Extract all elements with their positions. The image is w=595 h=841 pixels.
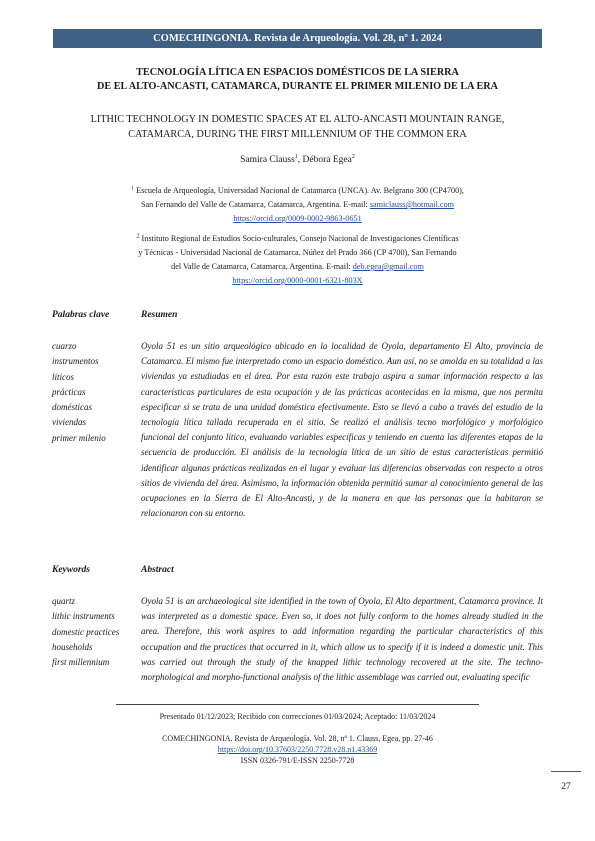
- doi-link[interactable]: https://doi.org/10.37603/2250.7728.v28.n1.43369: [217, 745, 378, 754]
- author-superscript: 1: [294, 153, 298, 160]
- author-name: Débora Egea: [302, 155, 352, 165]
- affiliation-text: San Fernando del Valle de Catamarca, Catamarca, Argentina. E-mail:: [140, 200, 370, 209]
- keyword: first millennium: [52, 657, 110, 668]
- page-number: 27: [561, 782, 571, 792]
- keyword: prácticas: [52, 386, 86, 397]
- resumen-text: Oyola 51 es un sitio arqueológico ubicado en la localidad de Oyola, departamento El Alto, provincia de Catamarca. El mismo fue interpretado como un espacio doméstico. Aun así, no se amolda en su totalidad a las viviendas ya estudiadas en el área. Por esta razón este trabajo aspira a sumar información respecto a las características particulares de esta ocupación y de las prácticas acontecidas en la misma, que nos permita especificar si se trata de una unidad doméstica efectivamente. Esto se llevó a cabo a través del estudio de la tecnología lítica tallada recuperada en el sitio. Se realizó el análisis tecno morfológico y morfológico funcional del conjunto lítico, evaluando variables específicas y teniendo en cuenta las diferentes etapas de la secuencia de producción. El análisis de la tecnología lítica de un sitio de estas características permitió identificar algunas prácticas realizadas en el lugar y evaluar las diferencias observadas con respecto a otros sitios de vivienda del área. Asimismo, la información obtenida permitió sumar al conocimiento general de las ocupaciones en la Sierra de El Alto-Ancasti, y de la manera en que las personas que la habitaron se relacionaron con su entorno.: [141, 341, 543, 519]
- affiliation-superscript: 2: [136, 233, 140, 240]
- footer-divider: [116, 704, 479, 705]
- affiliation-1: [70, 184, 525, 226]
- citation-text: COMECHINGONIA. Revista de Arqueología. Vol. 28, nº 1. Clauss, Egea, pp. 27-46: [162, 734, 433, 743]
- keyword: primer milenio: [52, 432, 106, 443]
- title-es-line: DE EL ALTO-ANCASTI, CATAMARCA, DURANTE EL PRIMER MILENIO DE LA ERA: [97, 81, 498, 92]
- page-number-divider: [551, 771, 581, 772]
- affiliation-text: y Técnicas - Universidad Nacional de Catamarca. Núñez del Prado 366 (CP 4700), San Fernando: [138, 248, 457, 257]
- affiliation-text: Instituto Regional de Estudios Socio-culturales, Consejo Nacional de Investigaciones Científicas: [141, 234, 459, 243]
- title-en-line: CATAMARCA, DURING THE FIRST MILLENNIUM OF THE COMMON ERA: [128, 129, 467, 140]
- keyword: instrumentos: [52, 356, 99, 367]
- keywords-list-en: [52, 594, 140, 670]
- affiliation-2: [70, 232, 525, 288]
- title-es-line: TECNOLOGÍA LÍTICA EN ESPACIOS DOMÉSTICOS DE LA SIERRA: [136, 67, 459, 78]
- keyword: quartz: [52, 596, 76, 606]
- affiliation-text: del Valle de Catamarca, Catamarca, Argentina. E-mail:: [171, 262, 353, 271]
- keyword: lithic instruments: [52, 611, 115, 622]
- email-link[interactable]: samiclauss@hotmail.com: [369, 200, 455, 209]
- keyword: households: [52, 641, 93, 652]
- abstract-text: Oyola 51 is an archaeological site identified in the town of Oyola, El Alto department, Catamarca province. It was interpreted as a domestic space. Even so, it does not fully conform to the homes already studied in the area. Therefore, this work aspires to add information regarding the particular characteristics of this occupation and the practices that occurred in it, which allow us to specify if it is indeed a domestic unit. This was carried out through the study of the knapped lithic technology recovered at the site. The techno-morphological and morpho-functional analysis of the lithic assemblage was carried out, evaluating specific: [141, 596, 543, 683]
- keyword: viviendas: [52, 417, 86, 428]
- keywords-label-en: Keywords: [52, 565, 90, 575]
- email-link[interactable]: deb.egea@gmail.com: [352, 262, 424, 271]
- author-list: [0, 155, 595, 165]
- orcid-link[interactable]: https://orcid.org/0000-0001-6321-803X: [232, 276, 363, 285]
- keywords-label-es: Palabras clave: [52, 310, 110, 320]
- journal-header: COMECHINGONIA. Revista de Arqueología. Vol. 28, nº 1. 2024: [53, 29, 542, 48]
- keyword: domésticas: [52, 402, 92, 413]
- orcid-link[interactable]: https://orcid.org/0009-0002-9863-0651: [233, 214, 362, 223]
- keywords-list-es: [52, 339, 140, 446]
- keyword: cuarzo: [52, 341, 77, 351]
- keyword: domestic practices: [52, 626, 120, 637]
- author-name: Samira Clauss: [240, 155, 295, 165]
- title-spanish: [60, 66, 535, 94]
- citation-block: [0, 733, 595, 766]
- author-separator: ,: [297, 155, 303, 165]
- title-en-line: LITHIC TECHNOLOGY IN DOMESTIC SPACES AT EL ALTO-ANCASTI MOUNTAIN RANGE,: [90, 114, 505, 125]
- affiliation-text: Escuela de Arqueología, Universidad Nacional de Catamarca (UNCA). Av. Belgrano 300 (CP4700),: [136, 186, 464, 195]
- title-english: [55, 112, 540, 142]
- author-superscript: 2: [351, 153, 355, 160]
- abstract-heading: Abstract: [141, 565, 174, 575]
- affiliation-superscript: 1: [131, 185, 135, 192]
- issn-text: ISSN 0326-791/E-ISSN 2250-7728: [240, 756, 355, 765]
- submission-dates: Presentado 01/12/2023; Recibido con correcciones 01/03/2024; Aceptado: 11/03/2024: [159, 712, 436, 721]
- resumen-heading: Resumen: [141, 310, 178, 320]
- keyword: líticos: [52, 371, 74, 382]
